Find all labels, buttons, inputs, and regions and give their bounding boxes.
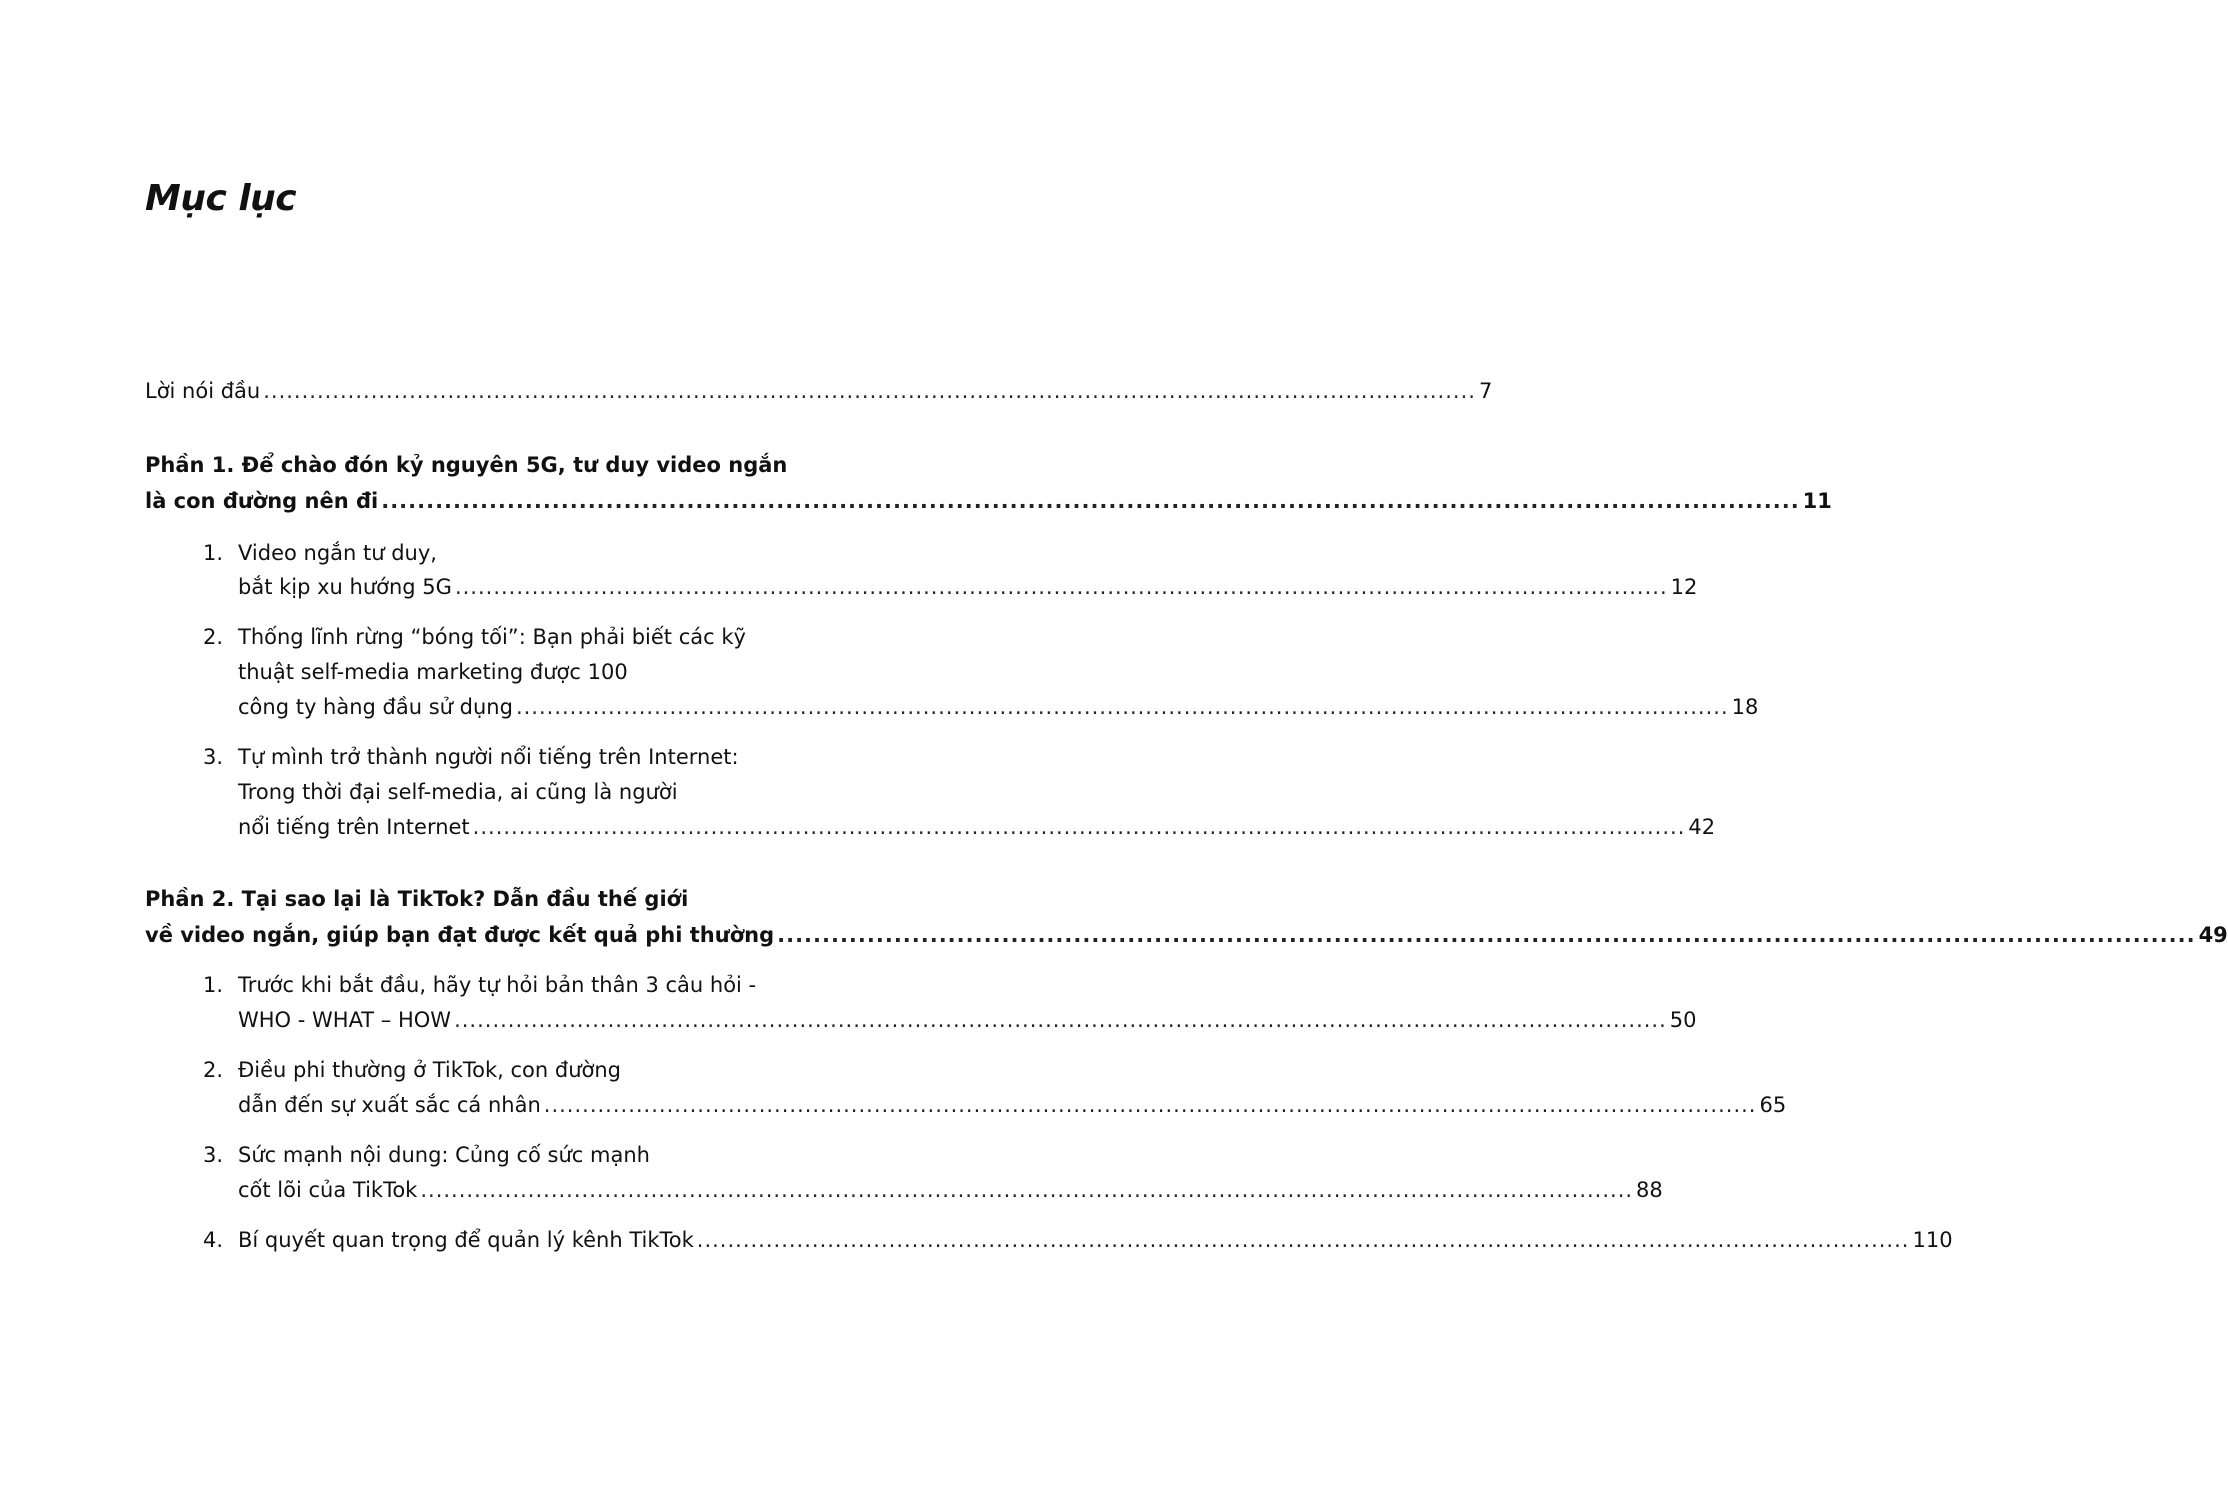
chapter-title-line: bắt kịp xu hướng 5G — [238, 575, 452, 599]
part-1-title-line-2: là con đường nên đi — [145, 489, 379, 513]
toc-entry-part-2[interactable] — [145, 920, 2228, 950]
toc-page-number: 110 — [1912, 1228, 1953, 1252]
chapter-number: 2. — [203, 1058, 224, 1082]
chapter-title-line: thuật self-media marketing được 100 — [238, 660, 628, 684]
toc-page-number: 42 — [1688, 815, 1716, 839]
chapter-number: 2. — [203, 625, 224, 649]
toc-page-number: 65 — [1759, 1093, 1787, 1117]
chapter-title-line: Thống lĩnh rừng “bóng tối”: Bạn phải biết các kỹ — [238, 625, 746, 649]
toc-entry-chapter-1-3[interactable] — [238, 812, 1716, 842]
part-2-title-line-1: Phần 2. Tại sao lại là TikTok? Dẫn đầu thế giới — [145, 887, 689, 911]
chapter-title-line: Điều phi thường ở TikTok, con đường — [238, 1058, 622, 1082]
toc-entry-intro[interactable] — [145, 376, 1493, 406]
dot-leader: .............................................................................................................................................................. — [263, 379, 1476, 403]
toc-entry-chapter-1-1[interactable] — [238, 572, 1698, 602]
chapter-title-line: công ty hàng đầu sử dụng — [238, 695, 513, 719]
toc-entry-chapter-2-3[interactable] — [238, 1175, 1663, 1205]
toc-page-number: 50 — [1669, 1008, 1697, 1032]
toc-entry-chapter-1-2[interactable] — [238, 692, 1759, 722]
chapter-title-line: dẫn đến sự xuất sắc cá nhân — [238, 1093, 541, 1117]
dot-leader: .............................................................................................................................................................. — [454, 575, 1668, 599]
dot-leader: .............................................................................................................................................................. — [381, 489, 1800, 513]
chapter-title-line: Sức mạnh nội dung: Củng cố sức mạnh — [238, 1143, 650, 1167]
chapter-title-line: nổi tiếng trên Internet — [238, 815, 470, 839]
chapter-title-line: Tự mình trở thành người nổi tiếng trên Internet: — [238, 745, 739, 769]
dot-leader: .............................................................................................................................................................. — [454, 1008, 1667, 1032]
dot-leader: .............................................................................................................................................................. — [696, 1228, 1910, 1252]
chapter-title-line: cốt lõi của TikTok — [238, 1178, 418, 1202]
toc-entry-part-1[interactable] — [145, 486, 1832, 516]
toc-page-number: 88 — [1636, 1178, 1663, 1202]
dot-leader: .............................................................................................................................................................. — [777, 923, 2196, 947]
toc-entry-chapter-2-2[interactable] — [238, 1090, 1787, 1120]
chapter-title-line: WHO - WHAT – HOW — [238, 1008, 452, 1032]
toc-entry-chapter-2-1[interactable] — [238, 1005, 1697, 1035]
chapter-title-line: Trước khi bắt đầu, hãy tự hỏi bản thân 3 câu hỏi - — [238, 973, 757, 997]
toc-page-number: 18 — [1731, 695, 1759, 719]
chapter-number: 3. — [203, 1143, 224, 1167]
chapter-number: 3. — [203, 745, 224, 769]
dot-leader: .............................................................................................................................................................. — [472, 815, 1686, 839]
toc-page-number: 12 — [1670, 575, 1698, 599]
chapter-title-line: Trong thời đại self-media, ai cũng là người — [238, 780, 678, 804]
chapter-title-line: Video ngắn tư duy, — [238, 541, 437, 565]
dot-leader: .............................................................................................................................................................. — [543, 1093, 1757, 1117]
chapter-title-line: Bí quyết quan trọng để quản lý kênh TikTok — [238, 1228, 694, 1252]
part-2-title-line-2: về video ngắn, giúp bạn đạt được kết quả phi thường — [145, 923, 775, 947]
toc-entry-chapter-2-4[interactable] — [238, 1225, 1953, 1255]
toc-entry-label: Lời nói đầu — [145, 379, 261, 403]
chapter-number: 1. — [203, 541, 224, 565]
toc-page-number: 49 — [2198, 923, 2228, 947]
toc-page-number: 11 — [1802, 489, 1832, 513]
dot-leader: .............................................................................................................................................................. — [515, 695, 1729, 719]
chapter-number: 1. — [203, 973, 224, 997]
page-title: Mục lục — [145, 178, 297, 219]
toc-page-number: 7 — [1478, 379, 1493, 403]
dot-leader: .............................................................................................................................................................. — [420, 1178, 1634, 1202]
part-1-title-line-1: Phần 1. Để chào đón kỷ nguyên 5G, tư duy video ngắn — [145, 453, 788, 477]
chapter-number: 4. — [203, 1228, 224, 1252]
